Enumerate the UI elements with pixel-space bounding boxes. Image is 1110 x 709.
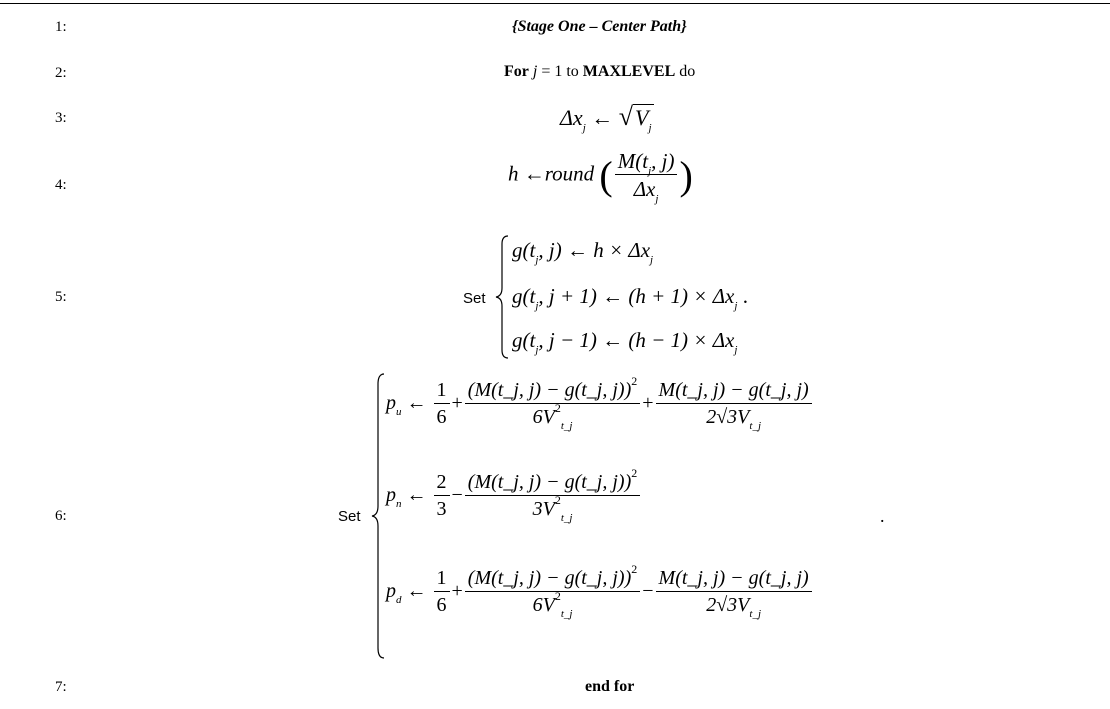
- line-number-4: 4:: [55, 177, 67, 193]
- g-term: g(t: [512, 238, 536, 262]
- pd-symbol: p: [386, 580, 396, 603]
- right-paren: ): [679, 152, 693, 198]
- round-numerator: $M(t_j$, j): [615, 148, 678, 175]
- assign-arrow: ←: [566, 238, 588, 262]
- line5-brace: [494, 234, 510, 360]
- set-label-6: [338, 508, 361, 526]
- delta-x-assignment: [560, 102, 654, 132]
- sqrt-radicand: [633, 104, 654, 134]
- set-label-5-text: Set: [463, 290, 486, 307]
- pu-symbol: p: [386, 392, 396, 415]
- line6-period: .: [880, 506, 885, 526]
- end-for-statement: end for: [585, 678, 635, 695]
- assign-arrow: ←: [406, 580, 427, 603]
- line-number-1: 1:: [55, 19, 67, 35]
- for-keyword: For: [504, 63, 529, 80]
- h-round-assignment: [508, 148, 693, 204]
- pu-equation: $p_u$ ← $\frac{1}{6}$ + $\frac{(M(t\_j, j) - g(t\_j, j))^2}{6V^2_{t\_j}}$ + $\frac{M(t\_j, j) - g(t\_j, j)}{2√3V_{t\_j}}$: [386, 378, 814, 431]
- pn-equation: $p_n$ ← $\frac{2}{3}$ − $\frac{(M(t\_j, j) - g(t\_j, j))^2}{3V^2_{t\_j}}$: [386, 470, 642, 523]
- pu-fraction-1: $\frac{1}{6}$: [434, 378, 450, 431]
- pn-fraction-1: $\frac{2}{3}$: [434, 470, 450, 523]
- assign-arrow: ←: [406, 392, 427, 415]
- for-statement: [504, 63, 695, 81]
- pu-fraction-3: $\frac{M(t\_j, j) - g(t\_j, j)}{2√3V_{t\_j}}$: [656, 378, 812, 431]
- line-number-7: 7:: [55, 679, 67, 695]
- assign-arrow: ←: [602, 284, 624, 308]
- pd-fraction-3: $\frac{M(t\_j, j) - g(t\_j, j)}{2√3V_{t\_j}}$: [656, 566, 812, 619]
- loop-range: = 1 to: [541, 63, 579, 80]
- pd-equation: $p_d$ ← $\frac{1}{6}$ + $\frac{(M(t\_j, j) - g(t\_j, j))^2}{6V^2_{t\_j}}$ − $\frac{M(t\_j, j) - g(t\_j, j)}{2√3V_{t\_j}}$: [386, 566, 814, 619]
- stage-one-title: {Stage One – Center Path}: [512, 18, 687, 35]
- set-label-5: [463, 290, 486, 308]
- line-number-2: 2:: [55, 65, 67, 81]
- pd-fraction-1: $\frac{1}{6}$: [434, 566, 450, 619]
- variance-sub: j: [648, 122, 652, 134]
- g-term: g(t: [512, 284, 536, 308]
- line5-row-2: $g(t_j$, j + 1) ← $(h + 1) \times \Delta x_j$ .: [512, 284, 748, 312]
- delta-x: Δx: [560, 105, 583, 130]
- line5-row-1: $g(t_j$, j) ← $h \times \Delta x_j$: [512, 238, 654, 266]
- delta-x-sub: j: [582, 122, 586, 134]
- line-number-6: 6:: [55, 508, 67, 524]
- line-number-5: 5:: [55, 289, 67, 305]
- line5-row-3: $g(t_j$, j − 1) ← $(h - 1) \times \Delta x_j$: [512, 328, 738, 356]
- g-term: g(t: [512, 328, 536, 352]
- round-fraction: [615, 148, 678, 204]
- assign-arrow: ←: [406, 484, 427, 507]
- assign-arrow: ←: [591, 105, 614, 130]
- loop-variable: j: [532, 63, 538, 80]
- assign-arrow: ←: [523, 161, 545, 186]
- line6-brace: [370, 372, 386, 660]
- round-function: round: [544, 161, 595, 186]
- maxlevel-keyword: MAXLEVEL: [582, 63, 676, 80]
- set-label-6-text: Set: [338, 508, 361, 525]
- h-variable: h: [508, 161, 519, 186]
- sqrt-symbol: √: [618, 102, 634, 131]
- round-denominator: $\Delta x_j$: [633, 177, 659, 206]
- line-number-3: 3:: [55, 110, 67, 126]
- pd-fraction-2: $\frac{(M(t\_j, j) - g(t\_j, j))^2}{6V^2_{t\_j}}$: [465, 566, 640, 619]
- top-rule: [0, 3, 1110, 4]
- variance-v: V: [635, 105, 649, 130]
- pu-fraction-2: $\frac{(M(t\_j, j) - g(t\_j, j))^2}{6V^2_{t\_j}}$: [465, 378, 640, 431]
- pn-fraction-2: $\frac{(M(t\_j, j) - g(t\_j, j))^2}{3V^2_{t\_j}}$: [465, 470, 640, 523]
- left-paren: (: [599, 152, 613, 198]
- assign-arrow: ←: [602, 328, 624, 352]
- do-keyword: do: [679, 63, 696, 80]
- pn-symbol: p: [386, 484, 396, 507]
